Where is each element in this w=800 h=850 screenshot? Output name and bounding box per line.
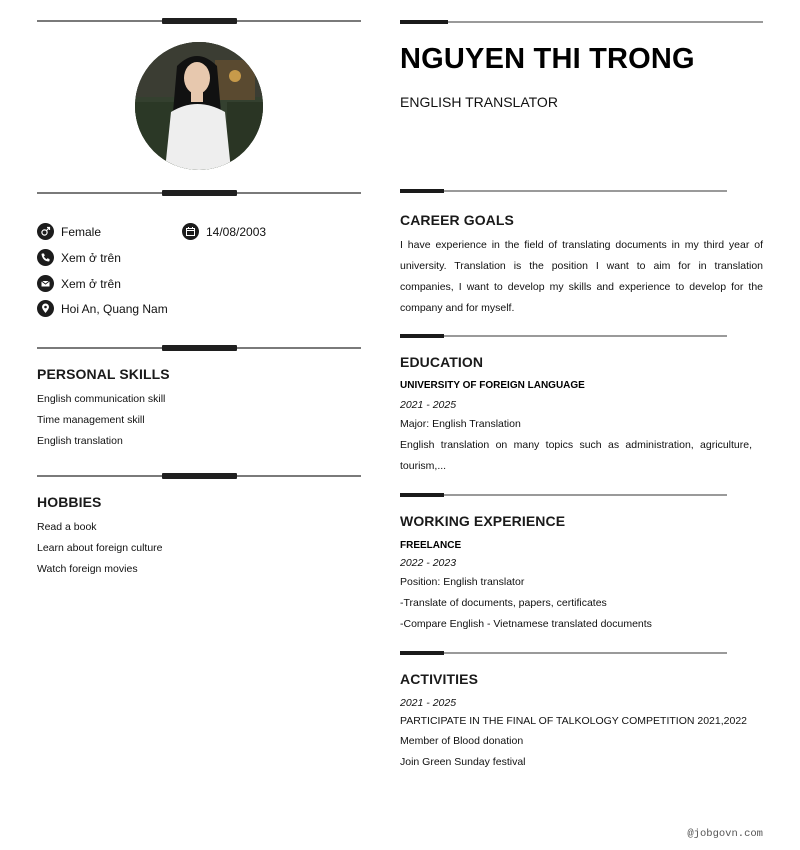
hobbies-divider: [37, 473, 361, 481]
avatar: [135, 42, 263, 170]
skill-item: English communication skill: [37, 393, 166, 405]
work-dates: 2022 - 2023: [400, 557, 457, 569]
career-text: I have experience in the field of translating documents in my third year of university. Translation is the position I want to aim for in translation companies, I want to develop my skills and experience to develop for the company and for myself.: [400, 239, 763, 314]
gender-text: Female: [61, 224, 102, 239]
skills-divider: [37, 345, 361, 353]
activities-divider: [400, 651, 727, 656]
work-heading: WORKING EXPERIENCE: [400, 513, 566, 529]
work-line: -Compare English - Vietnamese translated documents: [400, 618, 652, 630]
hobby-item: Read a book: [37, 521, 97, 533]
activities-heading: ACTIVITIES: [400, 671, 479, 687]
gender-row: [37, 223, 101, 240]
work-line: -Translate of documents, papers, certificates: [400, 597, 607, 609]
header-divider: [400, 20, 763, 25]
skill-item: Time management skill: [37, 414, 145, 426]
calendar-icon: [182, 223, 199, 240]
email-row: [37, 275, 121, 292]
location-pin-icon: [37, 300, 54, 317]
education-heading: EDUCATION: [400, 354, 484, 370]
school-name: UNIVERSITY OF FOREIGN LANGUAGE: [400, 380, 585, 391]
activity-line: Member of Blood donation: [400, 735, 524, 747]
watermark: @jobgovn.com: [687, 828, 763, 840]
education-detail: English translation on many topics such as administration, agriculture, tourism,...: [400, 439, 752, 472]
address-row: [37, 300, 168, 317]
skills-heading: PERSONAL SKILLS: [37, 366, 170, 382]
activity-line: Join Green Sunday festival: [400, 756, 526, 768]
birthday-row: [182, 223, 266, 240]
hobbies-heading: HOBBIES: [37, 494, 102, 510]
job-title: ENGLISH TRANSLATOR: [400, 94, 558, 110]
top-left-divider: [37, 18, 361, 26]
address-text: Hoi An, Quang Nam: [61, 301, 168, 316]
hobby-item: Watch foreign movies: [37, 563, 138, 575]
education-dates: 2021 - 2025: [400, 399, 457, 411]
envelope-icon: [37, 275, 54, 292]
activity-line: PARTICIPATE IN THE FINAL OF TALKOLOGY COMPETITION 2021,2022: [400, 715, 747, 727]
phone-text: Xem ở trên: [61, 250, 121, 265]
work-line: Position: English translator: [400, 576, 525, 588]
phone-row: [37, 249, 121, 266]
email-text: Xem ở trên: [61, 276, 121, 291]
work-divider: [400, 493, 727, 498]
activities-dates: 2021 - 2025: [400, 697, 457, 709]
career-divider: [400, 189, 727, 194]
birthday-text: 14/08/2003: [206, 224, 267, 239]
education-major: Major: English Translation: [400, 418, 521, 430]
phone-icon: [37, 249, 54, 266]
work-org: FREELANCE: [400, 540, 462, 551]
candidate-name: NGUYEN THI TRONG: [400, 43, 695, 75]
education-divider: [400, 334, 727, 339]
skill-item: English translation: [37, 435, 123, 447]
gender-icon: [37, 223, 54, 240]
hobby-item: Learn about foreign culture: [37, 542, 163, 554]
career-heading: CAREER GOALS: [400, 212, 514, 228]
mid-left-divider: [37, 190, 361, 198]
